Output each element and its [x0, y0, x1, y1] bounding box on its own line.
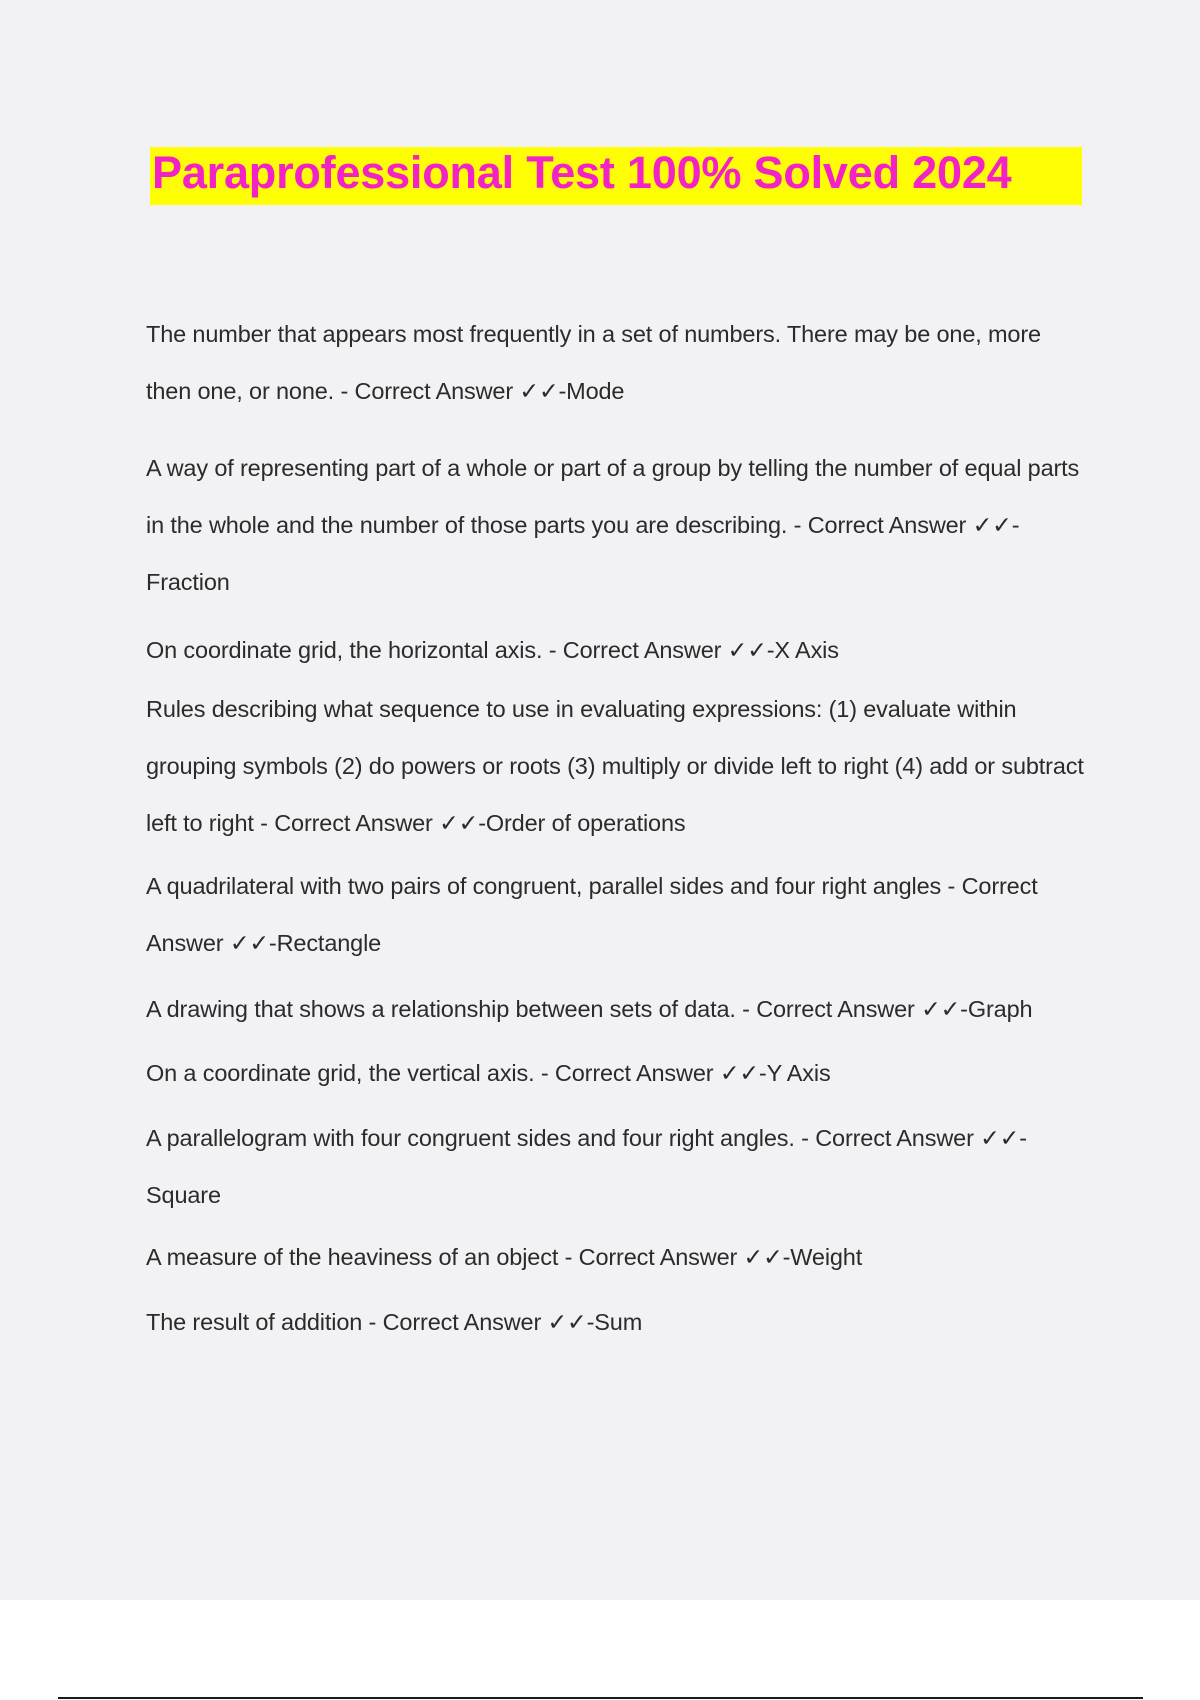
document-title: Paraprofessional Test 100% Solved 2024	[152, 147, 1012, 198]
qa-item-y-axis: On a coordinate grid, the vertical axis. - Correct Answer ✓✓-Y Axis	[146, 1060, 831, 1086]
qa-item-fraction: A way of representing part of a whole or part of a group by telling the number of equal parts in the whole and the number of those parts you are describing. - Correct Answer ✓✓-Fraction	[146, 455, 1080, 595]
footer-rule	[58, 1697, 1143, 1699]
qa-item-graph: A drawing that shows a relationship between sets of data. - Correct Answer ✓✓-Graph	[146, 996, 1033, 1022]
qa-item-sum: The result of addition - Correct Answer ✓✓-Sum	[146, 1309, 643, 1335]
qa-item-x-axis: On coordinate grid, the horizontal axis. - Correct Answer ✓✓-X Axis	[146, 637, 839, 663]
qa-item-mode: The number that appears most frequently in a set of numbers. There may be one, more then one, or none. - Correct Answer ✓✓-Mode	[146, 321, 1041, 404]
qa-item-rectangle: A quadrilateral with two pairs of congruent, parallel sides and four right angles - Correct Answer ✓✓-Rectangle	[146, 873, 1038, 956]
qa-item-square: A parallelogram with four congruent sides and four right angles. - Correct Answer ✓✓-Square	[146, 1125, 1027, 1208]
qa-item-weight: A measure of the heaviness of an object - Correct Answer ✓✓-Weight	[146, 1244, 863, 1270]
qa-item-order-of-operations: Rules describing what sequence to use in evaluating expressions: (1) evaluate within grouping symbols (2) do powers or roots (3) multiply or divide left to right (4) add or subtract left to right - Correct Answer ✓✓-Order of operations	[146, 696, 1084, 836]
